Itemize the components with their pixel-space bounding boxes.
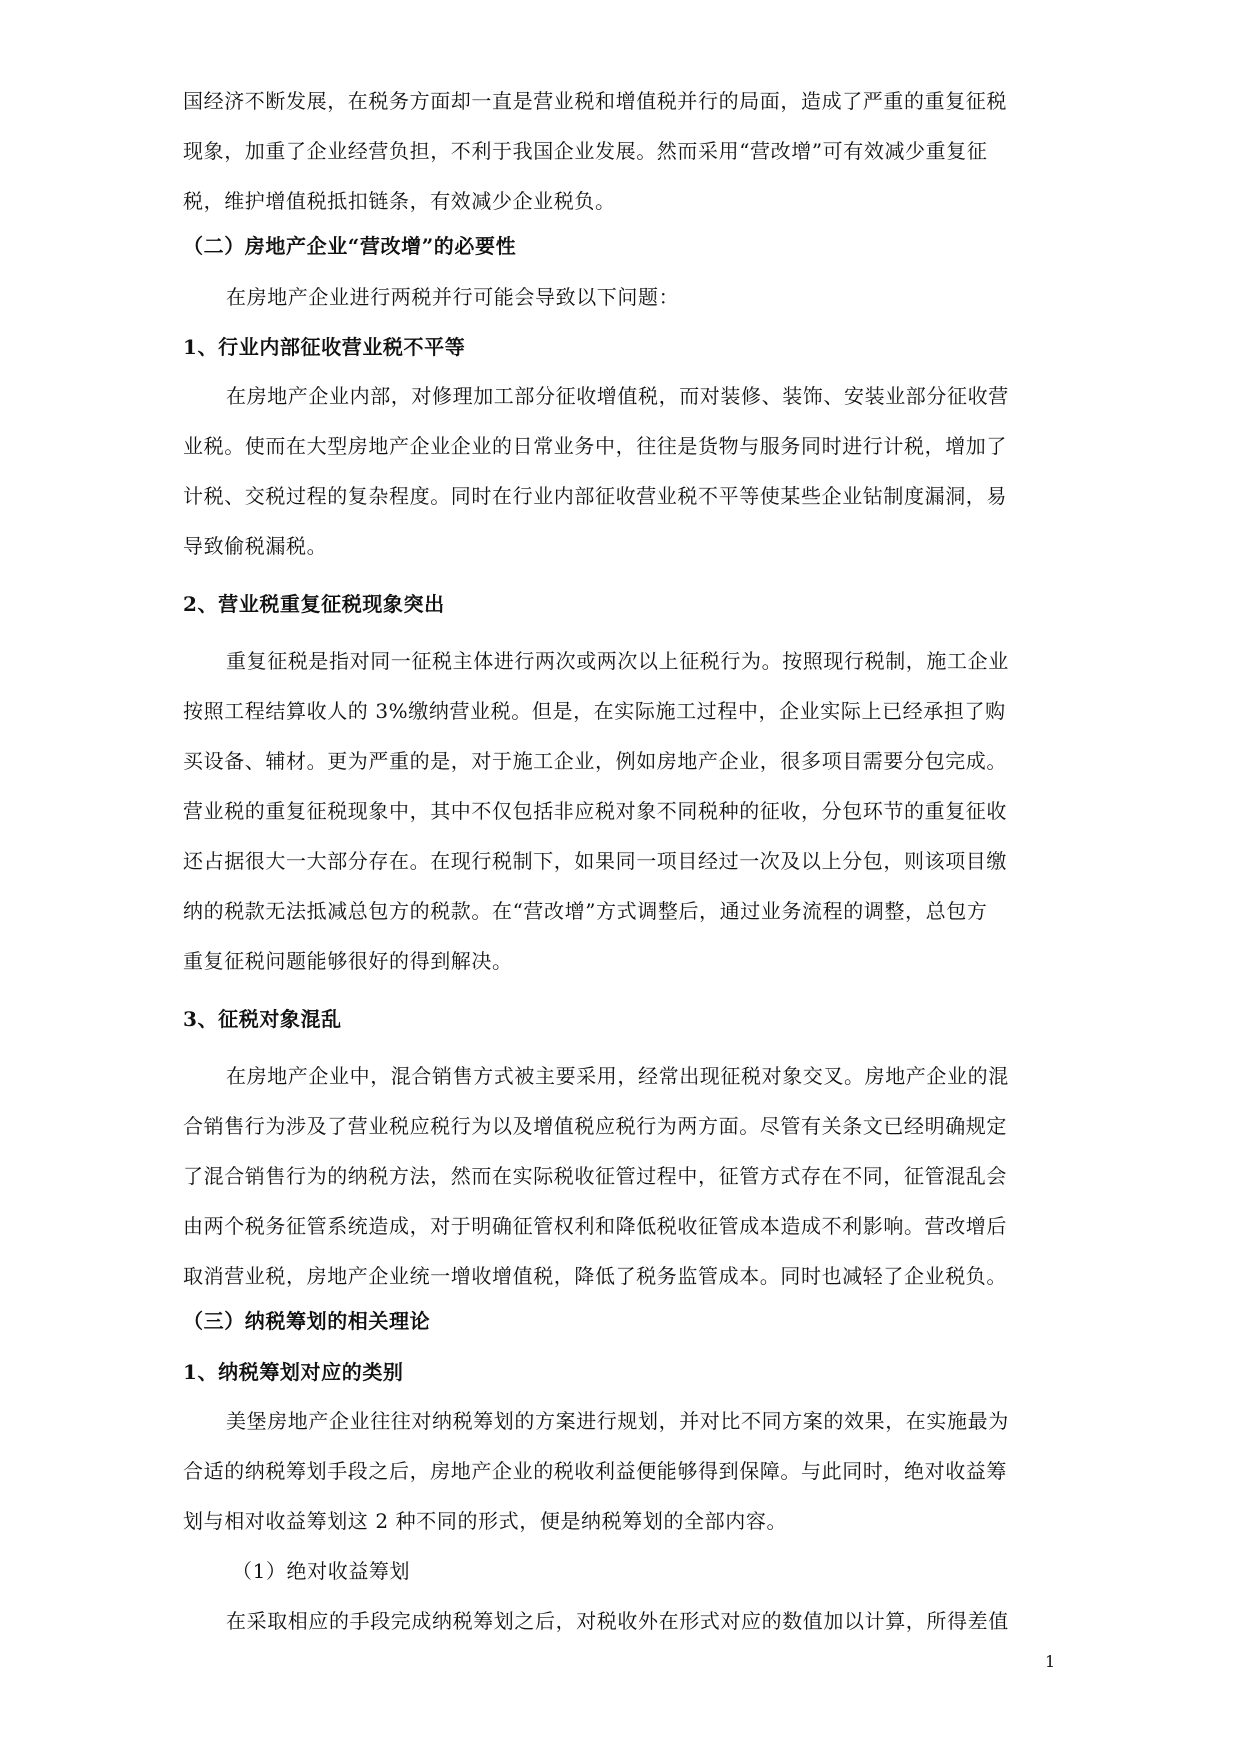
paragraph-line: 划与相对收益筹划这 2 种不同的形式，便是纳税筹划的全部内容。 <box>183 1509 788 1533</box>
paragraph-line: 税，维护增值税抵扣链条，有效减少企业税负。 <box>183 189 616 213</box>
paragraph-line: 在房地产企业中，混合销售方式被主要采用，经常出现征税对象交叉。房地产企业的混 <box>226 1064 1009 1088</box>
paragraph-line: 取消营业税，房地产企业统一增收增值税，降低了税务监管成本。同时也减轻了企业税负。 <box>183 1264 1007 1288</box>
paragraph-line: 重复征税问题能够很好的得到解决。 <box>183 949 513 973</box>
paragraph-line: 在房地产企业内部，对修理加工部分征收增值税，而对装修、装饰、安装业部分征收营 <box>226 384 1009 408</box>
paragraph-line: 导致偷税漏税。 <box>183 534 328 558</box>
paragraph-line: 合适的纳税筹划手段之后，房地产企业的税收利益便能够得到保障。与此同时，绝对收益筹 <box>183 1459 1007 1483</box>
subsection-heading: 2、营业税重复征税现象突出 <box>183 592 445 616</box>
paragraph-line: 重复征税是指对同一征税主体进行两次或两次以上征税行为。按照现行税制，施工企业 <box>226 649 1009 673</box>
paragraph-line: 在采取相应的手段完成纳税筹划之后，对税收外在形式对应的数值加以计算，所得差值 <box>226 1609 1009 1633</box>
paragraph-line: 在房地产企业进行两税并行可能会导致以下问题： <box>226 285 680 309</box>
subsection-heading: 1、纳税筹划对应的类别 <box>183 1360 404 1384</box>
paragraph-line: 纳的税款无法抵减总包方的税款。在“营改增”方式调整后，通过业务流程的调整，总包方 <box>183 899 988 923</box>
list-item-label: （1）绝对收益筹划 <box>232 1559 411 1583</box>
paragraph-line: 了混合销售行为的纳税方法，然而在实际税收征管过程中，征管方式存在不同，征管混乱会 <box>183 1164 1007 1188</box>
section-heading: （二）房地产企业“营改增”的必要性 <box>183 234 517 258</box>
paragraph-line: 业税。使而在大型房地产企业企业的日常业务中，往往是货物与服务同时进行计税，增加了 <box>183 434 1007 458</box>
paragraph-line: 合销售行为涉及了营业税应税行为以及增值税应税行为两方面。尽管有关条文已经明确规定 <box>183 1114 1007 1138</box>
page-number: 1 <box>1045 1652 1056 1671</box>
paragraph-line: 国经济不断发展，在税务方面却一直是营业税和增值税并行的局面，造成了严重的重复征税 <box>183 89 1007 113</box>
paragraph-line: 美堡房地产企业往往对纳税筹划的方案进行规划，并对比不同方案的效果，在实施最为 <box>226 1409 1009 1433</box>
paragraph-line: 买设备、辅材。更为严重的是，对于施工企业，例如房地产企业，很多项目需要分包完成。 <box>183 749 1007 773</box>
paragraph-line: 由两个税务征管系统造成，对于明确征管权利和降低税收征管成本造成不利影响。营改增后 <box>183 1214 1007 1238</box>
subsection-heading: 3、征税对象混乱 <box>183 1007 342 1031</box>
paragraph-line: 营业税的重复征税现象中，其中不仅包括非应税对象不同税种的征收，分包环节的重复征收 <box>183 799 1007 823</box>
paragraph-line: 还占据很大一大部分存在。在现行税制下，如果同一项目经过一次及以上分包，则该项目缴 <box>183 849 1007 873</box>
subsection-heading: 1、行业内部征收营业税不平等 <box>183 335 466 359</box>
section-heading: （三）纳税筹划的相关理论 <box>183 1309 431 1333</box>
paragraph-line: 现象，加重了企业经营负担，不利于我国企业发展。然而采用“营改增”可有效减少重复征 <box>183 139 988 163</box>
paragraph-line: 计税、交税过程的复杂程度。同时在行业内部征收营业税不平等使某些企业钻制度漏洞，易 <box>183 484 1007 508</box>
paragraph-line: 按照工程结算收人的 3%缴纳营业税。但是，在实际施工过程中，企业实际上已经承担了购 <box>183 699 1006 723</box>
